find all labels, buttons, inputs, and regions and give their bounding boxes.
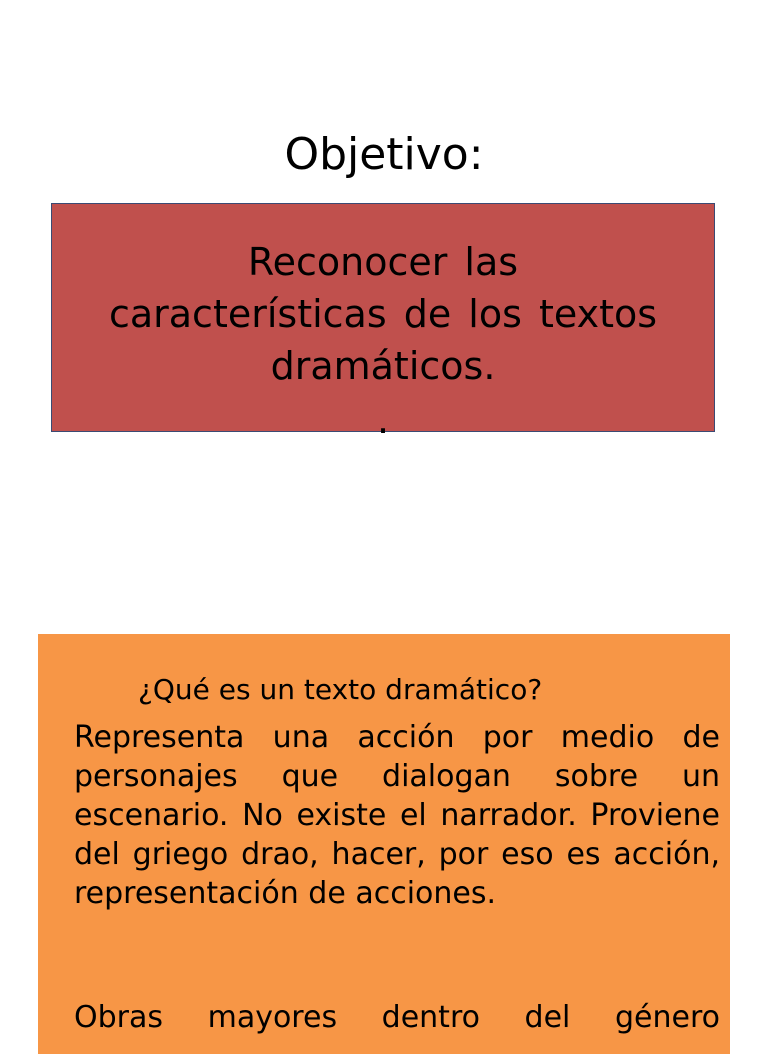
definition-body: Representa una acción por medio de personajes que dialogan sobre un escenario. No existe el narrador. Proviene del griego drao, hacer, por eso es acción, representación de acciones. — [74, 720, 720, 911]
definition-heading: ¿Qué es un texto dramático? — [138, 673, 543, 706]
definition-box — [38, 634, 730, 1054]
objective-dot: . — [376, 398, 390, 442]
definition-continuation: Obras mayores dentro del género — [74, 1000, 720, 1035]
objective-box — [51, 203, 715, 442]
slide-title: Objetivo: — [284, 129, 484, 180]
objective-text: Reconocer las características de los textos dramáticos. — [108, 240, 658, 388]
